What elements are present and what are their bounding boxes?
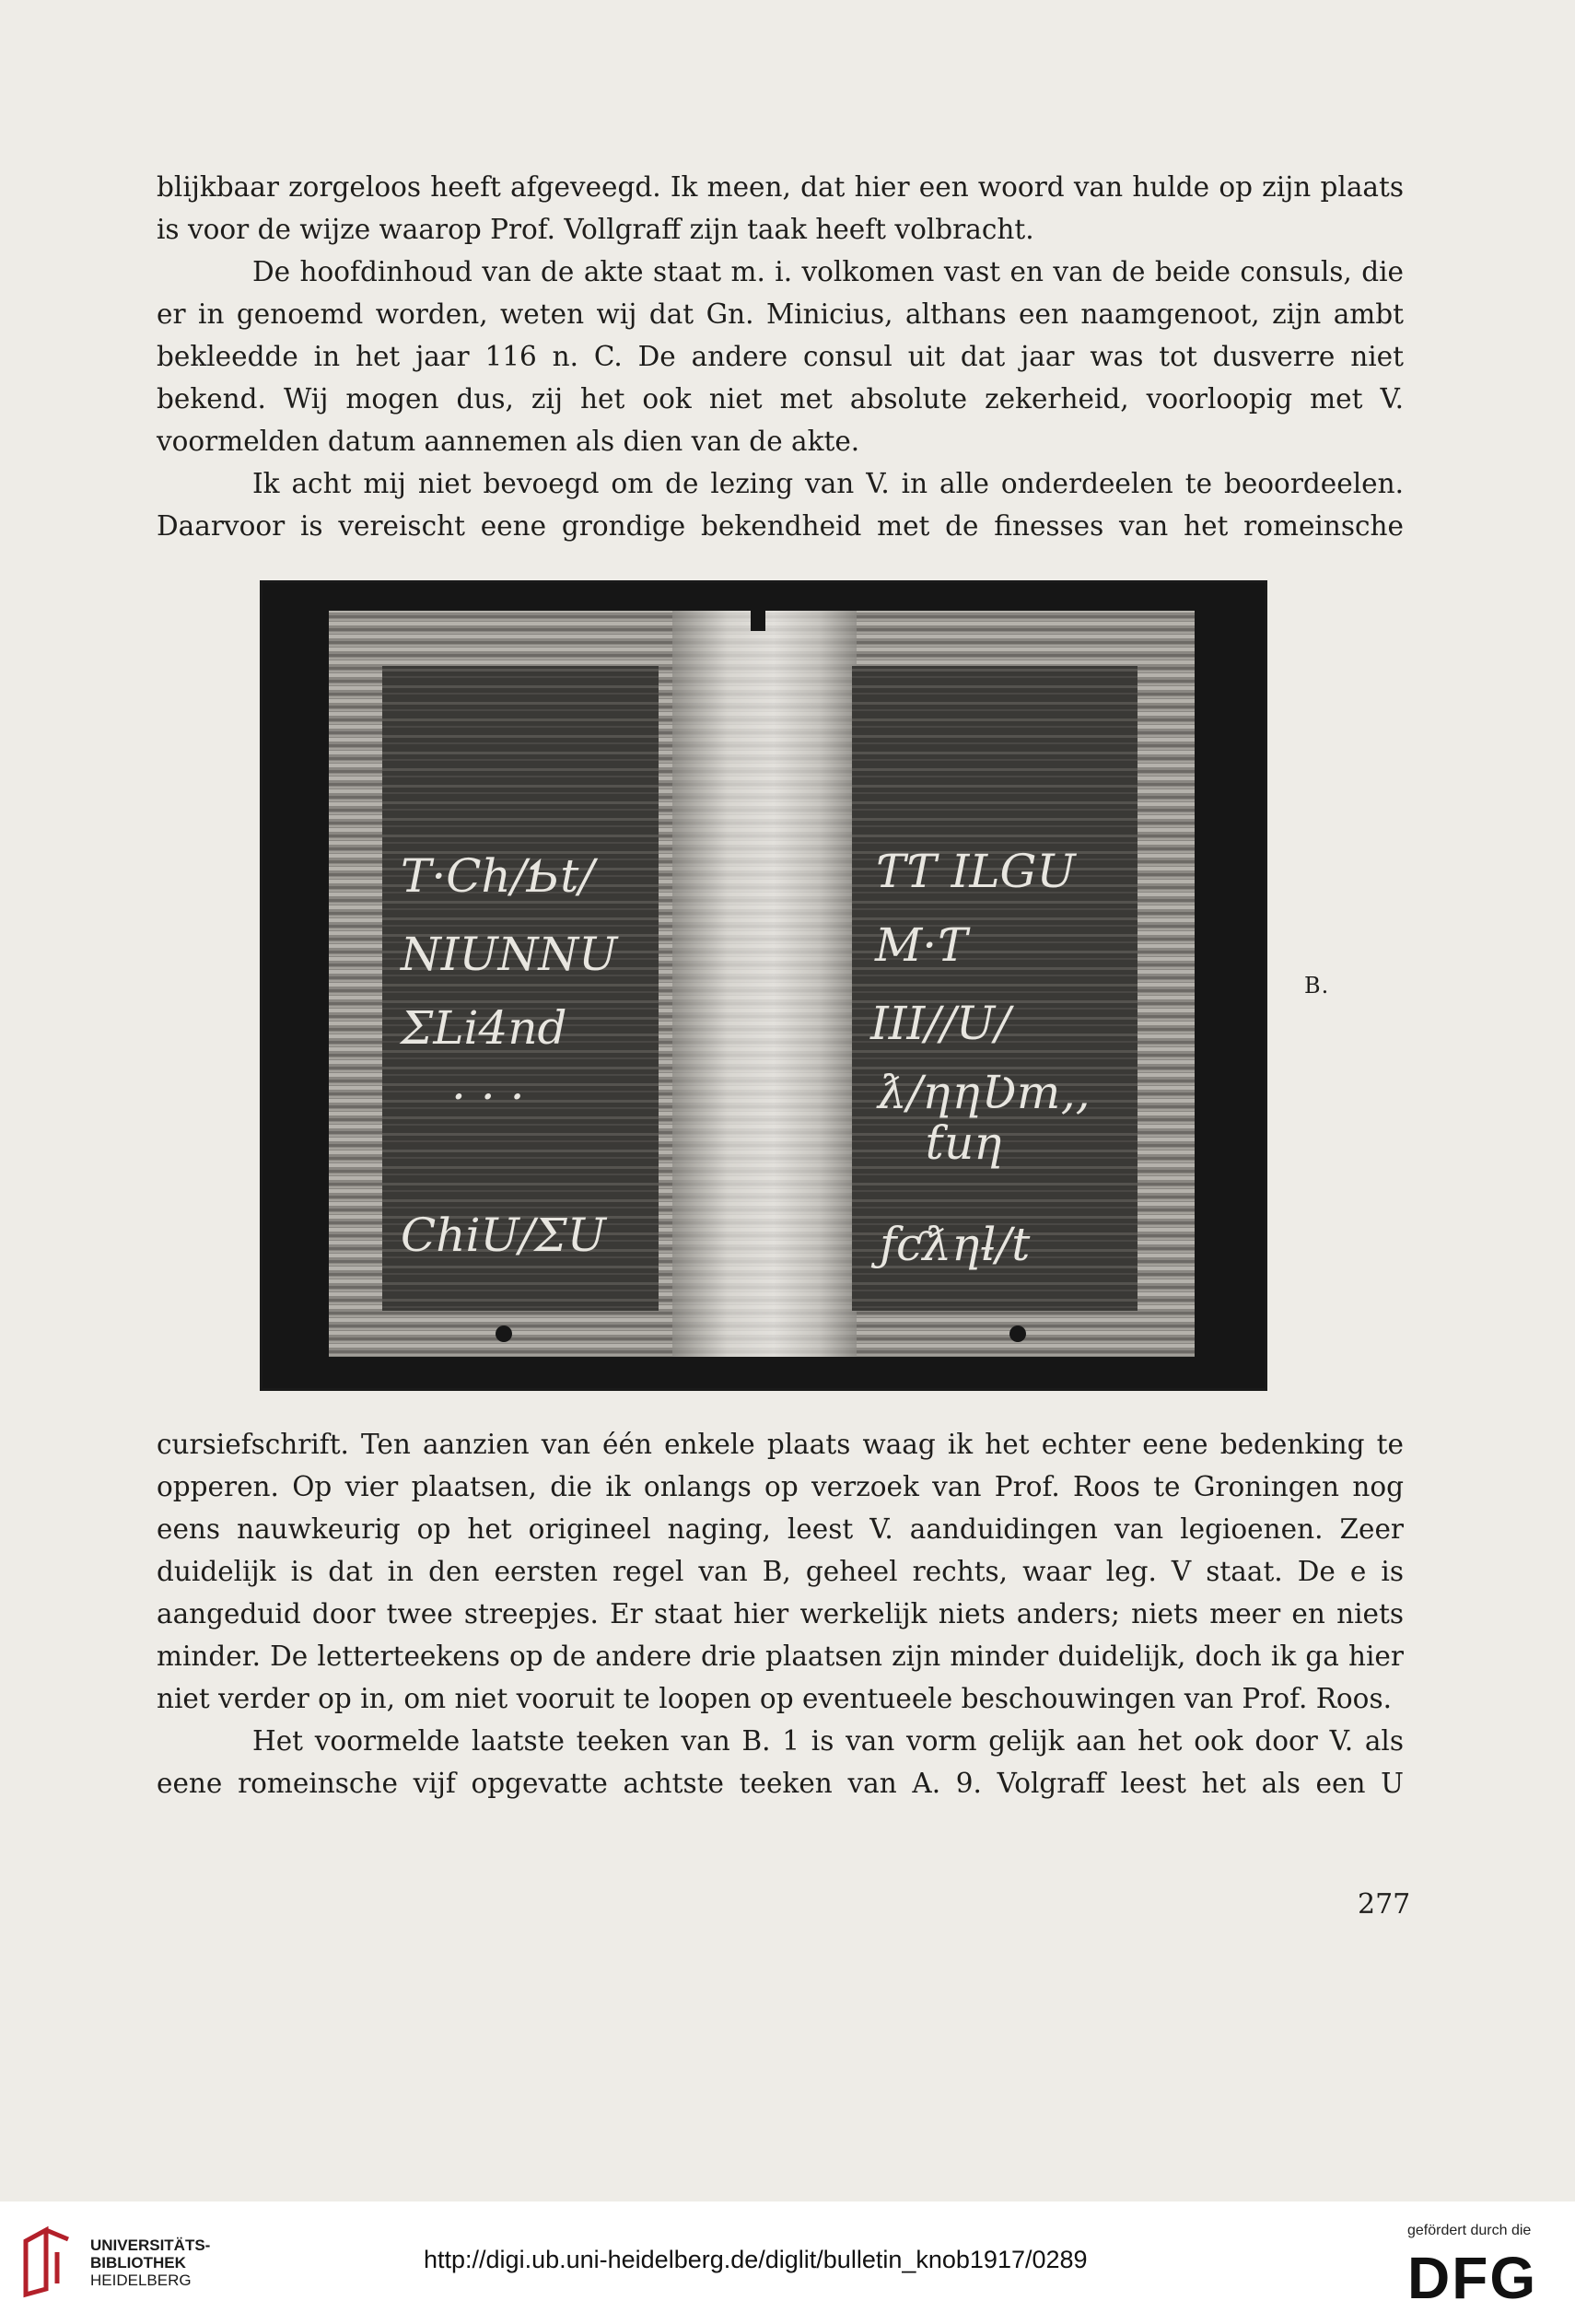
inscription-line: . . . [451,1057,525,1110]
paragraph: Ik acht mij niet bevoegd om de lezing van V. in alle onderdeelen te beoordeelen. Daarvoor is vereischt eene grondige bekendheid met de finesses van het romeinsche [157,468,1404,542]
paragraph: cursiefschrift. Ten aanzien van één enkele plaats waag ik het echter eene bedenking te opperen. Op vier plaatsen, die ik onlangs op verzoek van Prof. Roos te Groningen nog eens nauwkeurig op het origineel naging, leest V. aanduidingen van legioenen. Zeer duidelijk is dat in den eersten regel van B, geheel rechts, waar leg. V staat. De e is aangeduid door twee streepjes. Er staat hier werkelijk niets anders; niets meer en niets minder. De letterteekens op de andere drie plaatsen zijn minder duidelijk, doch ik ga hier niet verder op in, om niet vooruit te loopen op eventueele beschouwingen van Prof. Roos. [157,1429,1404,1714]
inscription-line: ƒƈƛƞƚ/t [880,1218,1031,1271]
library-name [90,2236,210,2289]
library-name-line: HEIDELBERG [90,2271,192,2289]
paragraph: De hoofdinhoud van de akte staat m. i. volkomen vast en van de beide consuls, die er in genoemd worden, weten wij dat Gn. Minicius, althans een naamgenoot, zijn ambt bekleedde in het jaar 116 n. C. De andere consul uit dat jaar was tot dusverre niet bekend. Wij mogen dus, zij het ook niet met absolute zekerheid, voorloopig met V. voormelden datum aannemen als dien van de akte. [157,256,1404,457]
figure-label: B. [1304,973,1330,999]
body-text-bottom [157,1423,1404,1804]
body-text-top [157,166,1404,547]
inscription-line: ChiU/ƩU [401,1209,606,1262]
inscription-line: ƛ/ƞƞƲm‚‚ [878,1066,1091,1119]
inscription-line: ƭuƞ [926,1116,1004,1170]
inscription-line: ƬƬ ILGU [875,845,1076,898]
paragraph: Het voormelde laatste teeken van B. 1 is van vorm gelijk aan het ook door V. als eene romeinsche vijf opgevatte achtste teeken van A. 9. Volgraff leest het als een U [157,1725,1404,1799]
inscription-line: ƩLi4nd [401,1001,567,1055]
paragraph: blijkbaar zorgeloos heeft afgeveegd. Ik meen, dat hier een woord van hulde op zijn plaats is voor de wijze waarop Prof. Vollgraff zijn taak heeft volbracht. [157,171,1404,245]
library-name-line: BIBLIOTHEK [90,2254,186,2271]
inscription-line: M·Ƭ [875,918,968,972]
funding-note: gefördert durch die [1407,2223,1532,2238]
wax-tablet-photograph [260,580,1267,1391]
tablet-image [262,583,1265,1388]
inscription-line: T·Ch/Ƅt/ [401,849,595,903]
university-library-logo-icon [20,2225,77,2298]
page-number: 277 [1358,1888,1411,1921]
source-url-link[interactable]: http://digi.ub.uni-heidelberg.de/diglit/bulletin_knob1917/0289 [424,2246,1088,2273]
inscription-line: III//U/ [870,997,1010,1050]
library-name-line: UNIVERSITÄTS- [90,2236,211,2254]
dfg-logo: DFG [1407,2245,1538,2311]
inscription-line: NIUNNU [401,928,618,981]
